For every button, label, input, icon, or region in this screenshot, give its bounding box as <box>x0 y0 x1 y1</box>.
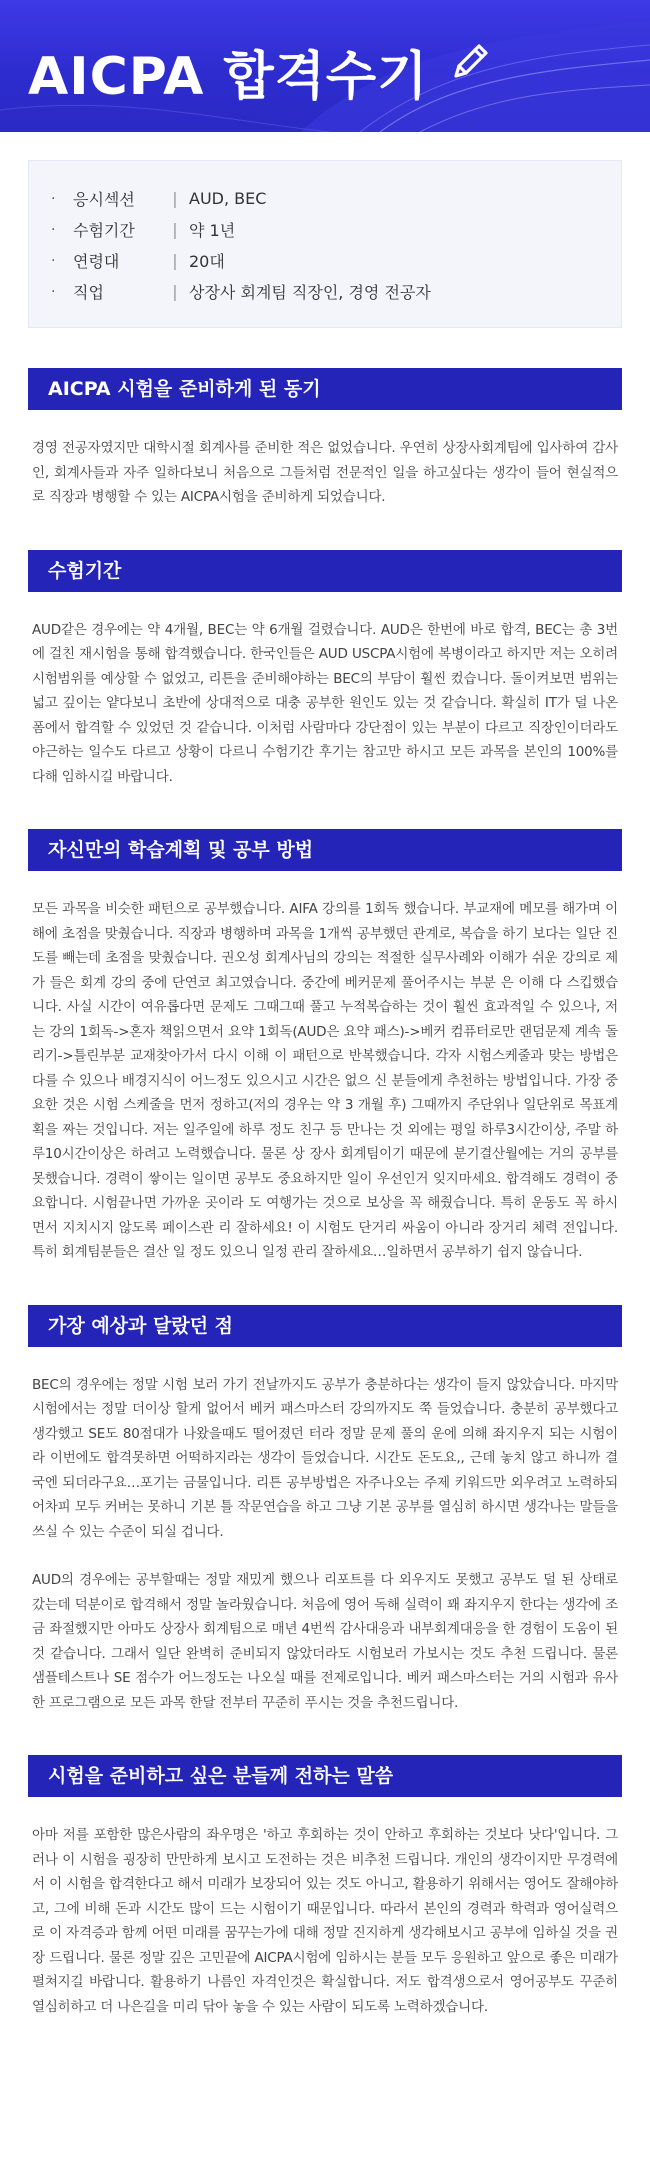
section-body <box>28 618 622 790</box>
section-heading: 가장 예상과 달랐던 점 <box>28 1305 622 1347</box>
info-label: 응시섹션 <box>73 190 135 209</box>
separator: | <box>172 189 178 208</box>
info-value: 20대 <box>189 252 225 271</box>
applicant-info-box <box>28 160 622 328</box>
paragraph: 아마 저를 포함한 많은사람의 좌우명은 '하고 후회하는 것이 안하고 후회하는 것보다 낫다'입니다. 그러나 이 시험을 굉장히 만만하게 보시고 도전하는 것은 비추천 드립니다. 개인의 생각이지만 무경력에서 이 시험을 합격한다고 해서 미래가 보장되어 있는 것도 아니고, 활용하기 위해서는 영어도 잘해야하고, 그에 비해 돈과 시간도 많이 드는 시험이기 때문입니다. 따라서 본인의 경력과 학력과 영어실력으로 이 자격증과 함께 어떤 미래를 꿈꾸는가에 대해 정말 진지하게 생각해보시고 공부에 임하실 것을 권장 드립니다. 물론 정말 깊은 고민끝에 AICPA시험에 임하시는 분들 모두 응원하고 앞으로 좋은 미래가 펼쳐지길 바랍니다. 활용하기 나름인 자격인것은 확실합니다. 저도 합격생으로서 영어공부도 꾸준히 열심히하고 더 나은길을 미리 닦아 놓을 수 있는 사람이 되도록 노력하겠습니다. <box>32 1827 618 2015</box>
separator: | <box>172 282 178 301</box>
info-value: 약 1년 <box>189 221 236 240</box>
info-value: 상장사 회계팀 직장인, 경영 전공자 <box>189 283 431 302</box>
info-row-job <box>51 276 599 307</box>
section-heading: AICPA 시험을 준비하게 된 동기 <box>28 368 622 410</box>
info-row-age <box>51 245 599 276</box>
bullet-dot: · <box>51 283 56 300</box>
section-motivation <box>28 368 622 510</box>
section-body <box>28 436 622 510</box>
section-advice <box>28 1755 622 2019</box>
section-body <box>28 897 622 1265</box>
paragraph: AUD의 경우에는 공부할때는 정말 재밌게 했으나 리포트를 다 외우지도 못했고 공부도 덜 된 상태로 갔는데 덕분이로 합격해서 정말 놀라웠습니다. 처음에 영어 독해 실력이 꽤 좌지우지 한다는 생각에 조금 좌절했지만 아마도 상장사 회계팀으로 매년 4번씩 감사대응과 내부회계대응을 한 경험이 도움이 된 것 같습니다. 그래서 일단 완벽히 준비되지 않았더라도 시험보러 가보시는 것도 추천 드립니다. 물론 샘플테스트나 SE 점수가 어느정도는 나오실 때를 전제로입니다. 베커 패스마스터는 거의 시험과 유사한 프로그램으로 모든 과목 한달 전부터 꾸준히 푸시는 것을 추천드립니다. <box>32 1572 618 1711</box>
paragraph: 모든 과목을 비슷한 패턴으로 공부했습니다. AIFA 강의를 1회독 했습니다. 부교재에 메모를 해가며 이해에 초점을 맞췄습니다. 직장과 병행하며 과목을 1개씩 공부했던 관계로, 복습을 하기 보다는 일단 진도를 빼는데 초점을 맞췄습니다. 권오성 회계사님의 강의는 적절한 실무사례와 이해가 쉬운 강의로 제가 들은 회계 강의 중에 단연코 최고였습니다. 중간에 베커문제 풀어주시는 부분 은 이해 다 스킵했습니다. 사실 시간이 여유롭다면 문제도 그때그때 풀고 누적복습하는 것이 훨씬 효과적일 수 있으나, 저는 강의 1회독->혼자 책읽으면서 요약 1회독(AUD은 요약 패스)->베커 컴퓨터로만 랜덤문제 계속 돌리기->틀린부분 교재찾아가서 다시 이해 이 패턴으로 반복했습니다. 각자 시험스케줄과 맞는 방법은 다를 수 있으나 배경지식이 어느정도 있으시고 시간은 없으 신 분들에게 추천하는 방법입니다. 가장 중요한 것은 시험 스케줄을 먼저 정하고(저의 경우는 약 3 개월 후) 그때까지 주단위나 일단위로 목표계획을 짜는 것입니다. 저는 일주일에 하루 정도 친구 등 만나는 것 외에는 평일 하루3시간이상, 주말 하루10시간이상은 하려고 노력했습니다. 물론 상 장사 회계팀이기 때문에 분기결산월에는 거의 공부를 못했습니다. 경력이 쌓이는 일이면 공부도 중요하지만 일이 우선인거 잊지마세요. 합격해도 경력이 중요합니다. 시험끝나면 가까운 곳이라 도 여행가는 것으로 보상을 꼭 해줬습니다. 특히 운동도 꼭 하시면서 지치시지 않도록 페이스관 리 잘하세요! 이 시험도 단거리 싸움이 아니라 장거리 체력 전입니다. 특히 회계팀분들은 결산 일 정도 있으니 일정 관리 잘하세요…일하면서 공부하기 쉽지 않습니다. <box>32 901 618 1260</box>
section-study-plan <box>28 829 622 1265</box>
bullet-dot: · <box>51 190 56 207</box>
info-row-period <box>51 214 599 245</box>
paragraph: AUD같은 경우에는 약 4개월, BEC는 약 6개월 걸렸습니다. AUD은 한번에 바로 합격, BEC는 총 3번에 걸친 재시험을 통해 합격했습니다. 한국인들은 AUD USCPA시험에 복병이라고 하지만 저는 오히려 시험범위를 예상할 수 없었고, 리튼을 준비해야하는 BEC의 부담이 훨씬 컸습니다. 돌이켜보면 범위는 넓고 깊이는 얕다보니 초반에 상대적으로 대충 공부한 원인도 있는 것 같습니다. 확실히 IT가 덜 나온 폼에서 합격할 수 있었던 것 같습니다. 이처럼 사람마다 강단점이 있는 부분이 다르고 직장인이더라도 야근하는 일수도 다르고 상황이 다르니 수험기간 후기는 참고만 하시고 모든 과목을 본인의 100%를 다해 임하시길 바랍니다. <box>32 621 618 785</box>
info-label: 직업 <box>73 283 104 302</box>
section-heading: 시험을 준비하고 싶은 분들께 전하는 말씀 <box>28 1755 622 1797</box>
section-heading: 수험기간 <box>28 550 622 592</box>
paragraph: 경영 전공자였지만 대학시절 회계사를 준비한 적은 없었습니다. 우연히 상장사회계팀에 입사하여 감사인, 회계사들과 자주 일하다보니 처음으로 그들처럼 전문적인 일을 하고싶다는 생각이 들어 현실적으로 직장과 병행할 수 있는 AICPA시험을 준비하게 되었습니다. <box>32 440 618 505</box>
hero-banner <box>0 0 650 132</box>
section-heading: 자신만의 학습계획 및 공부 방법 <box>28 829 622 871</box>
info-label: 연령대 <box>73 252 120 271</box>
separator: | <box>172 220 178 239</box>
page-title: AICPA 합격수기 <box>28 47 429 107</box>
info-label: 수험기간 <box>73 221 135 240</box>
bullet-dot: · <box>51 252 56 269</box>
info-row-section <box>51 183 599 214</box>
info-value: AUD, BEC <box>189 189 267 208</box>
section-body <box>28 1373 622 1716</box>
paragraph: BEC의 경우에는 정말 시험 보러 가기 전날까지도 공부가 충분하다는 생각이 들지 않았습니다. 마지막 시험에서는 정말 더이상 할게 없어서 베커 패스마스터 강의까지도 쭉 들었습니다. 충분히 공부했다고 생각했고 SE도 80점대가 나왔을때도 떨어졌던 터라 정말 문제 풀의 운에 의해 좌지우지 되는 시험이라 이번에도 합격못하면 어떡하지라는 생각이 들었습니다. 시간도 돈도요,, 근데 놓치 않고 하니까 결국엔 되더라구요…포기는 금물입니다. 리튼 공부방법은 자주나오는 주제 키워드만 외우려고 노력하되 어차피 모두 커버는 못하니 기본 틀 작문연습을 하고 그냥 기본 공부를 열심히 하시면 생각나는 말들을 쓰실 수 있는 수준이 되실 겁니다. <box>32 1376 618 1540</box>
section-unexpected <box>28 1305 622 1716</box>
section-body <box>28 1823 622 2019</box>
separator: | <box>172 251 178 270</box>
pencil-icon <box>448 38 494 84</box>
bullet-dot: · <box>51 221 56 238</box>
section-study-period <box>28 550 622 790</box>
